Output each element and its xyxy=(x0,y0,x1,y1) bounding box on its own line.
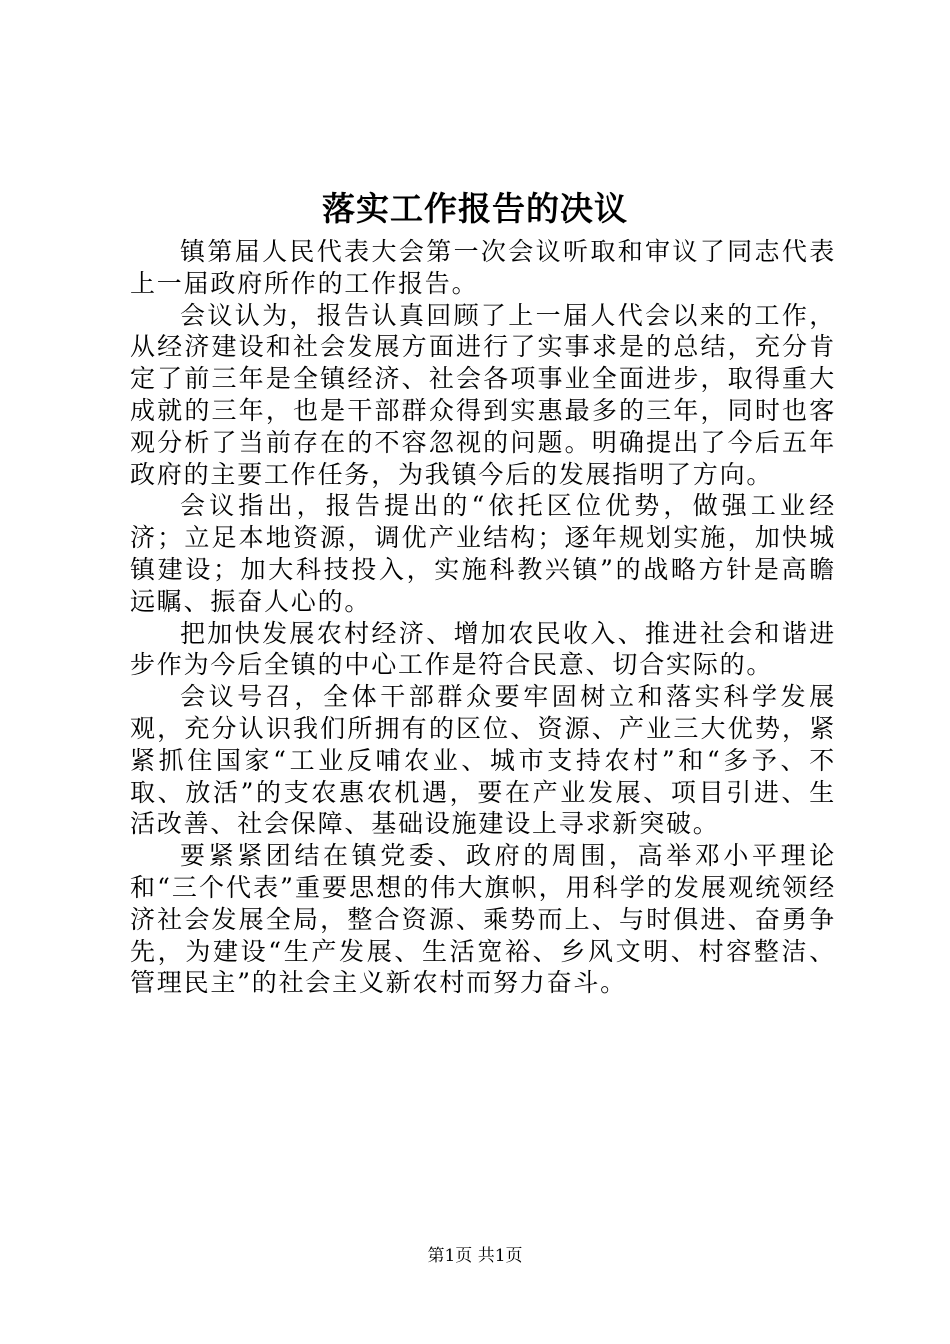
document-title: 落实工作报告的决议 xyxy=(322,189,628,228)
paragraph: 会议号召，全体干部群众要牢固树立和落实科学发展观，充分认识我们所拥有的区位、资源、产业三大优势，紧紧抓住国家“工业反哺农业、城市支持农村”和“多予、不取、放活”的支农惠农机遇，要在产业发展、项目引进、生活改善、社会保障、基础设施建设上寻求新突破。 xyxy=(130,682,836,839)
paragraph: 把加快发展农村经济、增加农民收入、推进社会和谐进步作为今后全镇的中心工作是符合民意、切合实际的。 xyxy=(130,618,836,680)
paragraph: 会议认为，报告认真回顾了上一届人代会以来的工作，从经济建设和社会发展方面进行了实事求是的总结，充分肯定了前三年是全镇经济、社会各项事业全面进步，取得重大成就的三年，也是干部群众得到实惠最多的三年，同时也客观分析了当前存在的不容忽视的问题。明确提出了今后五年政府的主要工作任务，为我镇今后的发展指明了方向。 xyxy=(130,300,836,489)
paragraph: 要紧紧团结在镇党委、政府的周围，高举邓小平理论和“三个代表”重要思想的伟大旗帜，用科学的发展观统领经济社会发展全局，整合资源、乘势而上、与时俱进、奋勇争先，为建设“生产发展、生活宽裕、乡风文明、村容整洁、管理民主”的社会主义新农村而努力奋斗。 xyxy=(130,841,836,998)
paragraph: 镇第届人民代表大会第一次会议听取和审议了同志代表上一届政府所作的工作报告。 xyxy=(130,237,836,298)
document-body xyxy=(130,236,836,999)
page-footer: 第1页 共1页 xyxy=(427,1246,523,1266)
paragraph: 会议指出，报告提出的“依托区位优势，做强工业经济；立足本地资源，调优产业结构；逐年规划实施，加快城镇建设；加大科技投入，实施科教兴镇”的战略方针是高瞻远瞩、振奋人心的。 xyxy=(130,491,836,616)
